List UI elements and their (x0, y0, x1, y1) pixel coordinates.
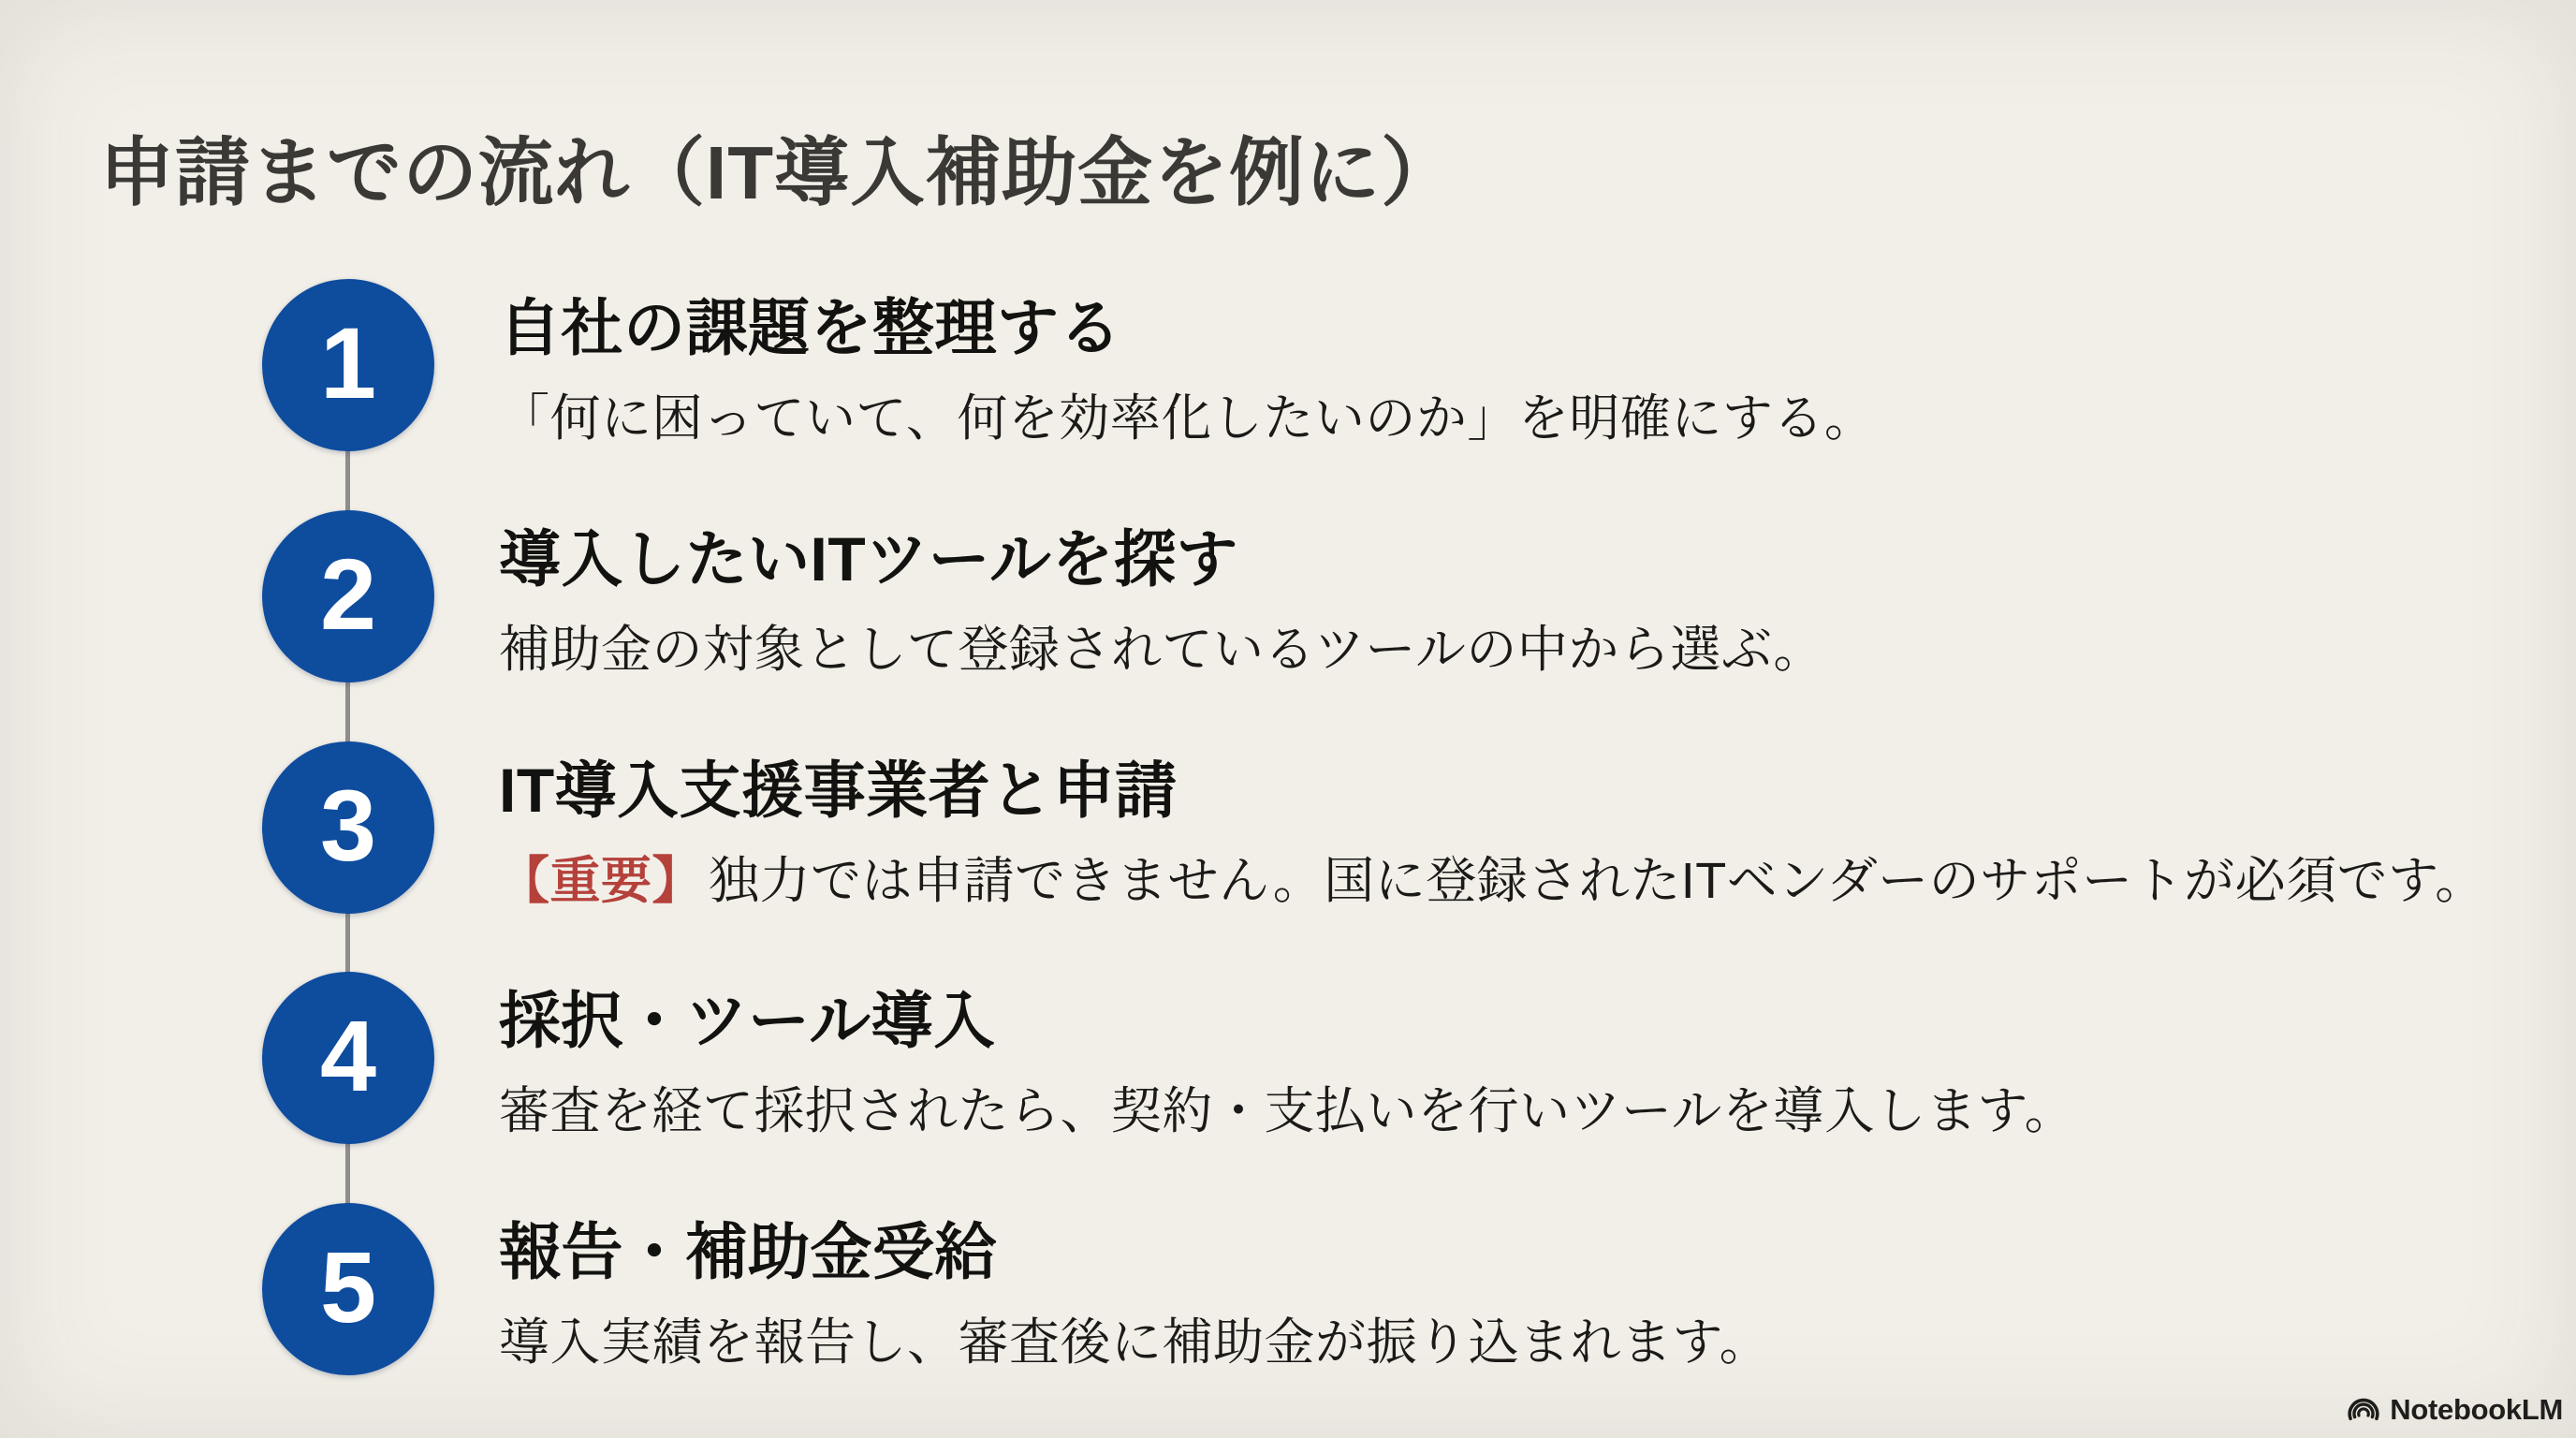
step-1-description: 「何に困っていて、何を効率化したいのか」を明確にする。 (499, 389, 1876, 447)
step-5-circle-badge (262, 1203, 434, 1375)
step-1-circle-badge (262, 279, 434, 451)
step-2-text-block (499, 510, 2511, 682)
step-1-heading: 自社の課題を整理する (499, 293, 1121, 362)
slide-title: 申請までの流れ（IT導入補助金を例に） (99, 130, 1457, 214)
notebooklm-wordmark: NotebookLM (2390, 1393, 2563, 1426)
step-3-text-block (499, 741, 2511, 913)
step-row-1 (262, 279, 2511, 451)
step-3-heading: IT導入支援事業者と申請 (499, 756, 1178, 825)
step-4-description: 審査を経て採択されたら、契約・支払いを行いツールを導入します。 (499, 1082, 2076, 1139)
step-row-2 (262, 510, 2511, 682)
step-1-text-block (499, 279, 2511, 450)
step-row-5 (262, 1203, 2511, 1375)
step-5-description: 導入実績を報告し、審査後に補助金が振り込まれます。 (499, 1313, 1771, 1371)
step-3-description (499, 850, 2511, 914)
notebooklm-arcs-icon (2346, 1394, 2381, 1426)
step-1-number: 1 (319, 306, 377, 419)
step-4-circle-badge (262, 972, 434, 1144)
important-label: 【重要】 (499, 852, 703, 909)
step-2-description: 補助金の対象として登録されているツールの中から選ぶ。 (499, 621, 1824, 678)
step-5-text-block (499, 1203, 2511, 1374)
step-2-number: 2 (319, 537, 377, 651)
step-4-text-block (499, 972, 2511, 1143)
step-5-number: 5 (319, 1230, 377, 1343)
step-3-number: 3 (319, 769, 377, 882)
step-3-circle-badge (262, 741, 434, 914)
step-row-3 (262, 741, 2511, 914)
step-5-heading: 報告・補助金受給 (499, 1217, 997, 1286)
notebooklm-watermark (2346, 1393, 2563, 1427)
step-4-number: 4 (319, 999, 377, 1112)
step-2-circle-badge (262, 510, 434, 682)
step-4-heading: 採択・ツール導入 (499, 986, 996, 1055)
step-2-heading: 導入したいITツールを探す (499, 524, 1238, 594)
step-3-description-text: 独力では申請できません。国に登録されたITベンダーのサポートが必須です。 (709, 852, 2486, 909)
step-row-4 (262, 972, 2511, 1144)
